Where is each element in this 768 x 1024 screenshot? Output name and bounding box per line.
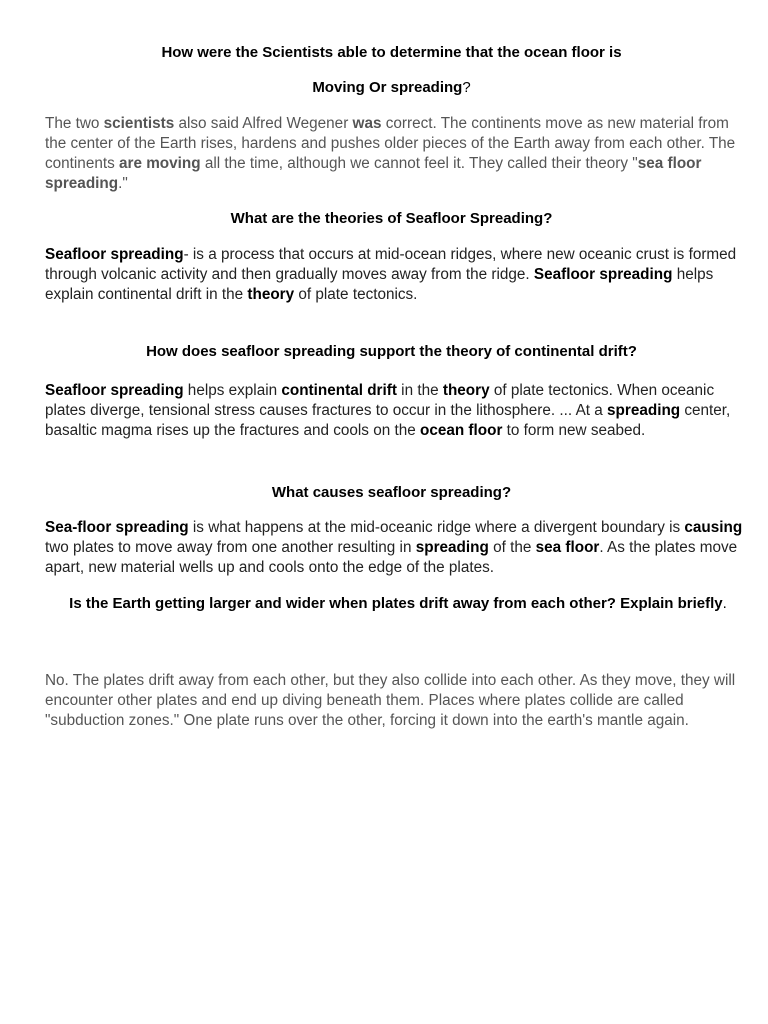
- answer-3-paragraph: [45, 381, 743, 441]
- a2-run-1: - is a process that occurs at mid-ocean ridges, where new oceanic crust is formed through volcanic activity and then gradually moves away from the ridge.: [45, 246, 737, 283]
- a4-run-5: of the: [488, 539, 536, 556]
- question-5-heading: [48, 594, 748, 614]
- a4-run-3: two plates to move away from one another resulting in: [45, 539, 416, 556]
- question-3-heading: How does seafloor spreading support the theory of continental drift?: [146, 343, 637, 360]
- a1-run-1-bold: scientists: [103, 115, 175, 132]
- a3-run-9: to form new seabed.: [502, 422, 646, 439]
- question-1-line-2: Moving Or spreading: [312, 79, 463, 96]
- a2-run-0-bold: Seafloor spreading: [45, 246, 184, 263]
- a3-run-3: in the: [396, 382, 443, 399]
- question-1-heading-line-2: [40, 78, 743, 98]
- answer-5-paragraph: [45, 671, 743, 731]
- question-1-mark: ?: [462, 79, 471, 96]
- a1-run-8: .": [118, 175, 128, 192]
- answer-2-paragraph: [45, 245, 743, 305]
- a4-run-6-bold: sea floor: [535, 539, 600, 556]
- question-5-text: Is the Earth getting larger and wider when plates drift away from each other? Explain briefly: [69, 595, 723, 612]
- question-5-mark: .: [722, 595, 727, 612]
- a3-run-6-bold: spreading: [607, 402, 681, 419]
- a2-run-5: of plate tectonics.: [294, 286, 418, 303]
- a4-run-1: is what happens at the mid-oceanic ridge where a divergent boundary is: [188, 519, 685, 536]
- a1-run-6: all the time, although we cannot feel it. They called their theory ": [200, 155, 638, 172]
- a2-run-2-bold: Seafloor spreading: [533, 266, 673, 283]
- a1-run-2: also said Alfred Wegener: [174, 115, 353, 132]
- question-4-heading: What causes seafloor spreading?: [271, 484, 512, 501]
- a4-run-7: . As the plates move apart, new material wells up and cools onto the edge of the plates.: [45, 539, 738, 576]
- a3-run-8-bold: ocean floor: [419, 422, 503, 439]
- a1-run-0: The two: [45, 115, 104, 132]
- a1-run-7-bold: sea floor spreading: [45, 155, 702, 192]
- question-1-line-1: How were the Scientists able to determine that the ocean floor is: [161, 44, 622, 61]
- question-2-heading: What are the theories of Seafloor Spreading?: [230, 210, 553, 227]
- a3-run-4-bold: theory: [442, 382, 490, 399]
- answer-1-paragraph: [45, 114, 743, 194]
- a2-run-4-bold: theory: [247, 286, 295, 303]
- a4-run-4-bold: spreading: [415, 539, 489, 556]
- a2-run-3: helps explain continental drift in the: [45, 266, 714, 303]
- a4-run-0-bold: Sea-floor spreading: [45, 519, 189, 536]
- a1-run-3-bold: was: [352, 115, 382, 132]
- a3-run-1: helps explain: [183, 382, 282, 399]
- a5-run-0: No. The plates drift away from each other, but they also collide into each other. As they move, they will encounter other plates and end up diving beneath them. Places where plates collide are called "subduction zones." One plate runs over the other, forcing it down into the earth's mantle again.: [45, 672, 736, 729]
- a3-run-5: of plate tectonics. When oceanic plates diverge, tensional stress causes fractures to occur in the lithosphere. ... At a: [45, 382, 715, 419]
- a3-run-7: center, basaltic magma rises up the fractures and cools on the: [45, 402, 731, 439]
- a3-run-2-bold: continental drift: [281, 382, 397, 399]
- a4-run-2-bold: causing: [684, 519, 743, 536]
- a3-run-0-bold: Seafloor spreading: [45, 382, 184, 399]
- question-1-heading: [40, 43, 743, 63]
- answer-4-paragraph: [45, 518, 743, 578]
- a1-run-4: correct. The continents move as new material from the center of the Earth rises, hardens and pushes older pieces of the Earth away from each other. The continents: [45, 115, 736, 172]
- a1-run-5-bold: are moving: [118, 155, 201, 172]
